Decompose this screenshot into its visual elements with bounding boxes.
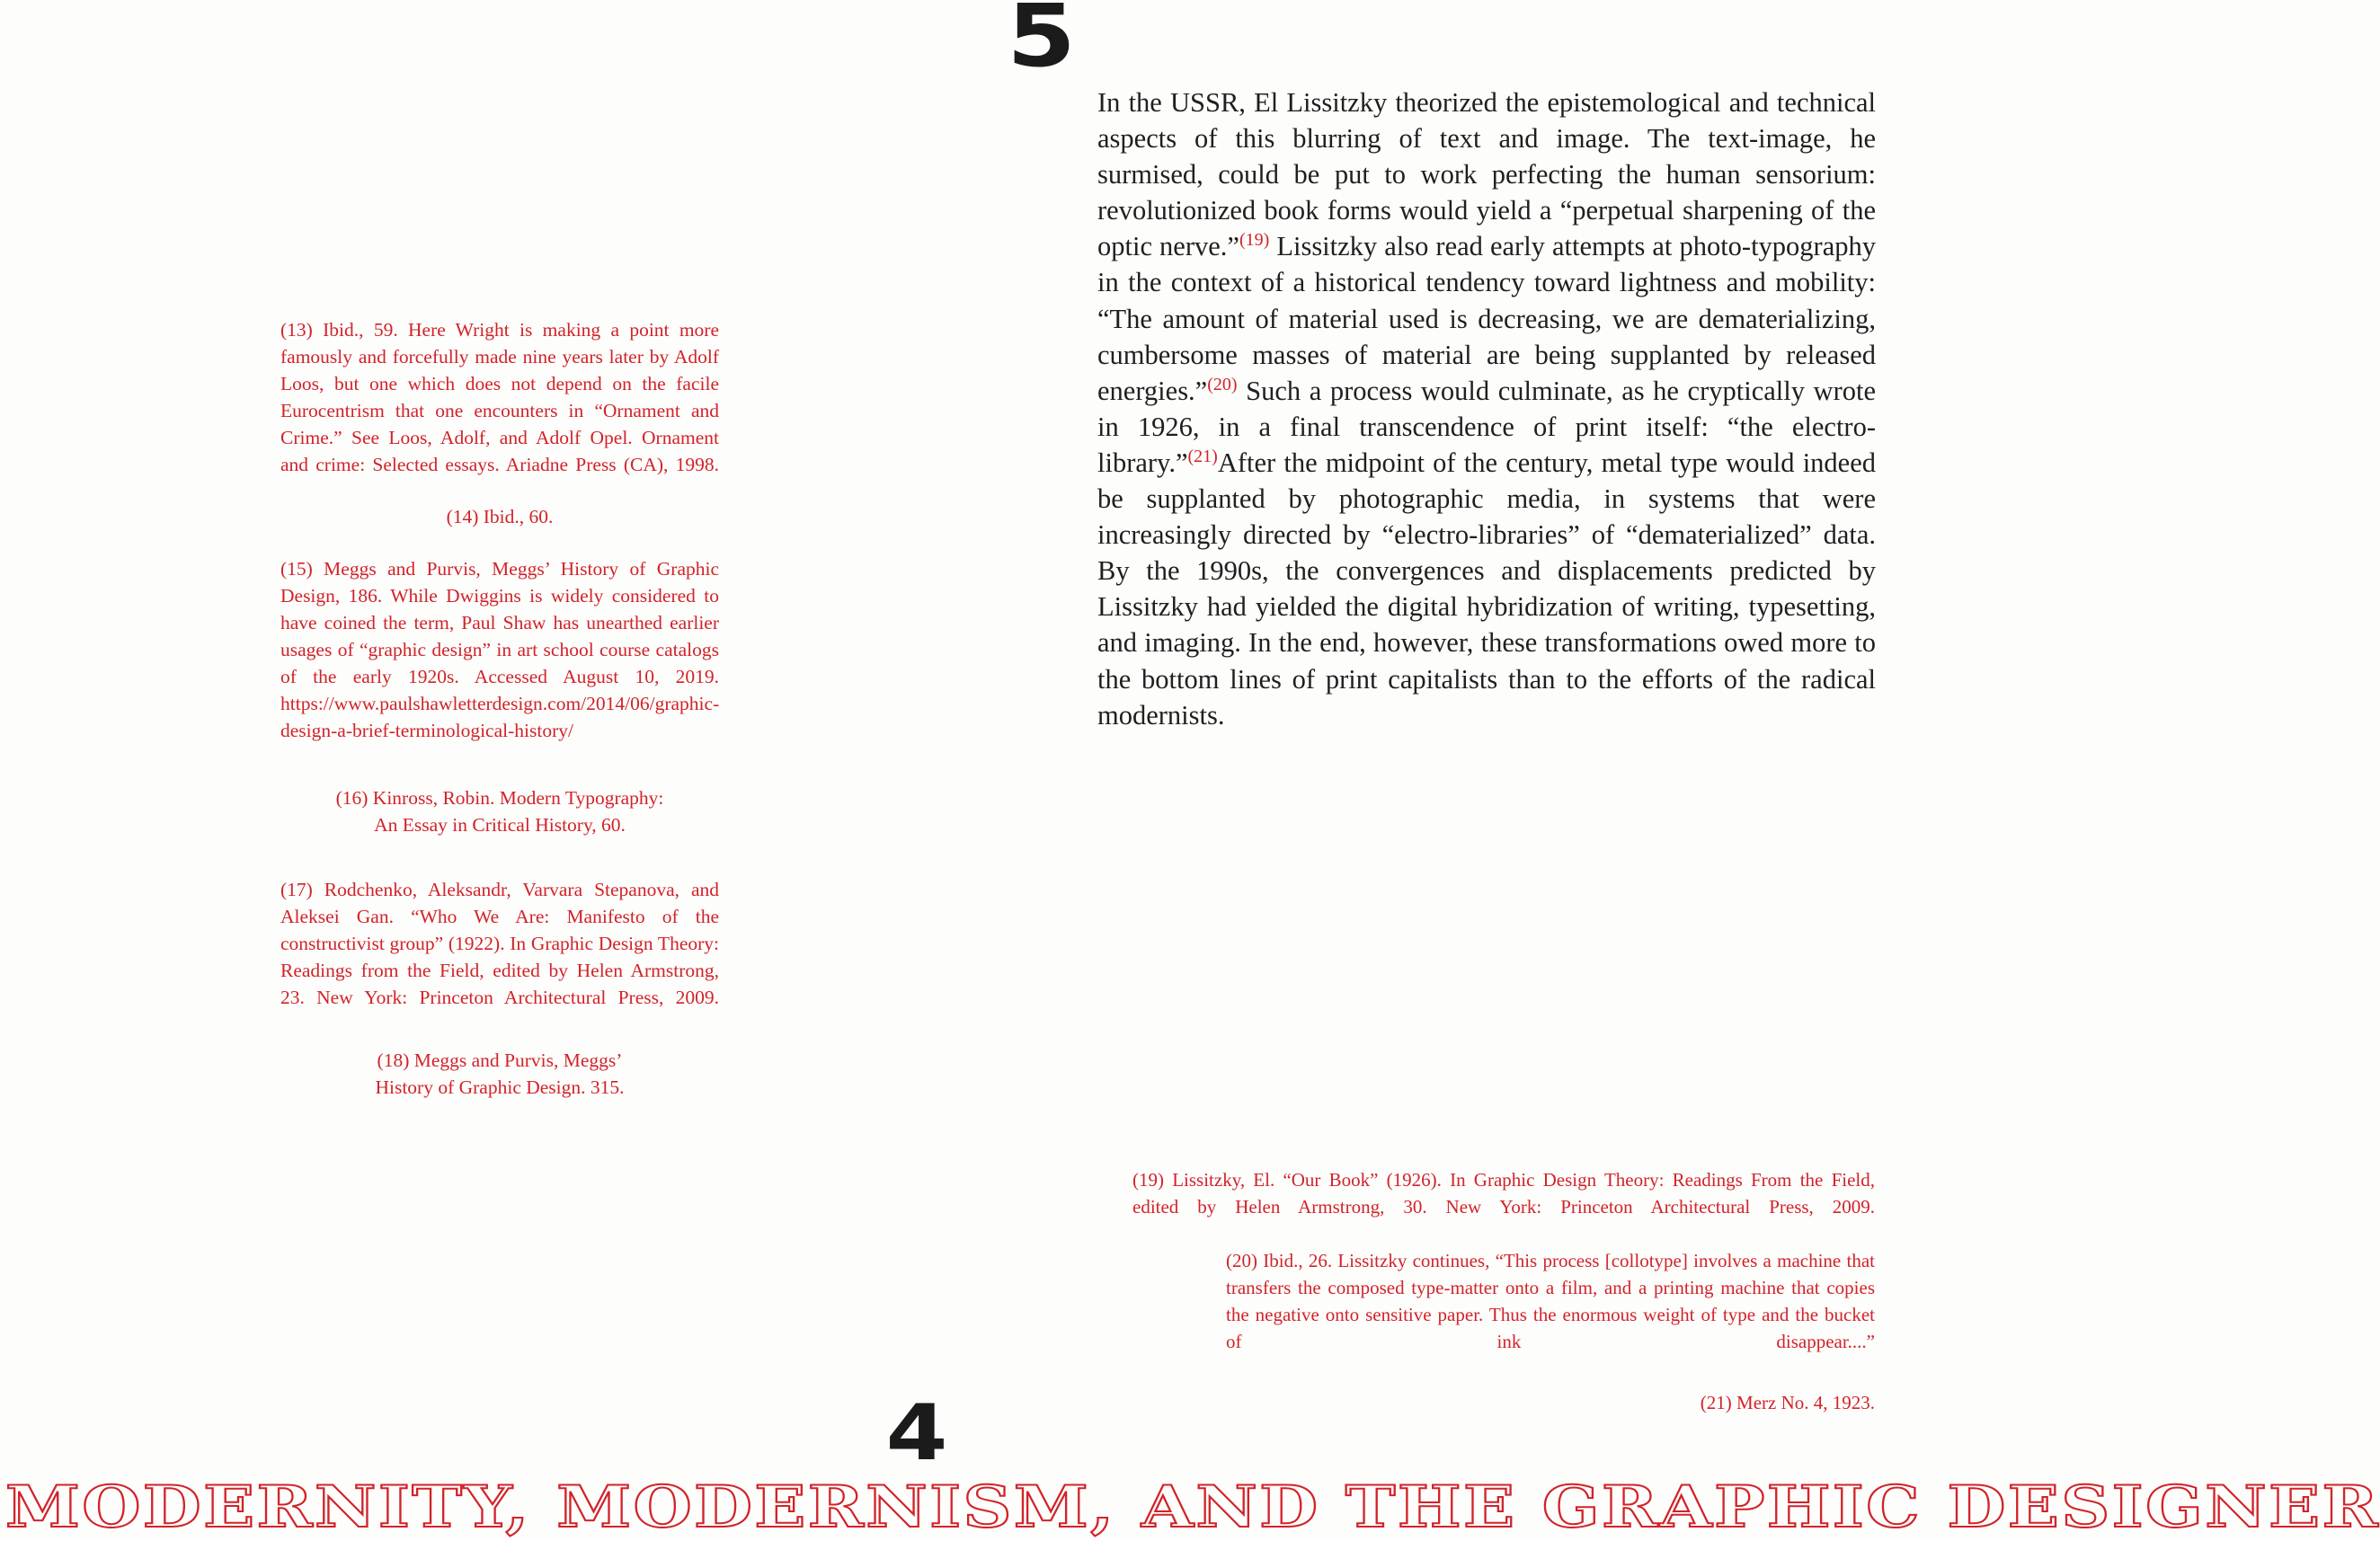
chapter-title-banner: MODERNITY, MODERNISM, AND THE GRAPHIC DESIGNER [5, 1474, 2380, 1541]
body-text-part-3: Such a process would culminate, as he cryptically wrote in 1926, in a final transcendence of print itself: “the electro-library.” [1097, 375, 1876, 478]
body-text-part-1: In the USSR, El Lissitzky theorized the epistemological and technical aspects of this blurring of text and image. The text-image, he surmised, could be put to work perfecting the human sensorium: revolutionized book forms would yield a “perpetual sharpening of the optic nerve.” [1097, 87, 1876, 262]
footnotes-left-column [280, 316, 719, 1101]
body-text-part-4: After the midpoint of the century, metal type would indeed be supplanted by photographic media, in systems that were increasingly directed by “electro-libraries” of “dematerialized” data. By the 1990s, the convergences and displacements predicted by Lissitzky had yielded the digital hybridization of writing, typesetting, and imaging. In the end, however, these transformations owed more to the bottom lines of print capitalists than to the efforts of the radical modernists. [1097, 447, 1876, 731]
footnote-18: (18) Meggs and Purvis, Meggs’ History of Graphic Design. 315. [375, 1049, 625, 1098]
footnote-14: (14) Ibid., 60. [446, 506, 554, 527]
footnote-ref-20[interactable]: (20) [1207, 374, 1238, 394]
footnote-20: (20) Ibid., 26. Lissitzky continues, “This process [collotype] involves a machine that transfers the composed type-matter onto a film, and a printing machine that copies the negative onto sensitive paper. Thus the enormous weight of type and the bucket of ink disappear....” [1226, 1250, 1875, 1352]
footnote-13: (13) Ibid., 59. Here Wright is making a point more famously and forcefully made nine years later by Adolf Loos, but one which does not depend on the facile Eurocentrism that one encounters in “Ornament and Crime.” See Loos, Adolf, and Adolf Opel. Ornament and crime: Selected essays. Ariadne Press (CA), 1998. [280, 319, 719, 475]
body-text-part-2: Lissitzky also read early attempts at photo-typography in the context of a historical tendency toward lightness and mobility: “The amount of material used is decreasing, we are dematerializing, cumbersome masses of material are being supplanted by released energies.” [1097, 231, 1877, 406]
body-paragraph [1097, 84, 1876, 733]
footnote-16: (16) Kinross, Robin. Modern Typography: An Essay in Critical History, 60. [335, 787, 664, 836]
footnote-21: (21) Merz No. 4, 1923. [1700, 1392, 1875, 1413]
footnote-ref-19[interactable]: (19) [1239, 230, 1270, 251]
footnote-17: (17) Rodchenko, Aleksandr, Varvara Stepanova, and Aleksei Gan. “Who We Are: Manifesto of the constructivist group” (1922). In Graphic Design Theory: Readings from the Field, edited by Helen Armstrong, 23. New York: Princeton Architectural Press, 2009. [280, 879, 719, 1008]
footnote-15: (15) Meggs and Purvis, Meggs’ History of Graphic Design, 186. While Dwiggins is widely considered to have coined the term, Paul Shaw has unearthed earlier usages of “graphic design” in art school course catalogs of the early 1920s. Accessed August 10, 2019. https://www.paulshawletterdesign.com/2014/06/graphic-design-a-brief-terminological-history/ [280, 558, 720, 741]
footnote-ref-21[interactable]: (21) [1187, 446, 1218, 466]
footnote-19: (19) Lissitzky, El. “Our Book” (1926). In Graphic Design Theory: Readings From the Field, edited by Helen Armstrong, 30. New York: Princeton Architectural Press, 2009. [1132, 1169, 1875, 1218]
page-number-left: 4 [885, 1388, 946, 1478]
page-number-right: 5 [1007, 0, 1074, 86]
